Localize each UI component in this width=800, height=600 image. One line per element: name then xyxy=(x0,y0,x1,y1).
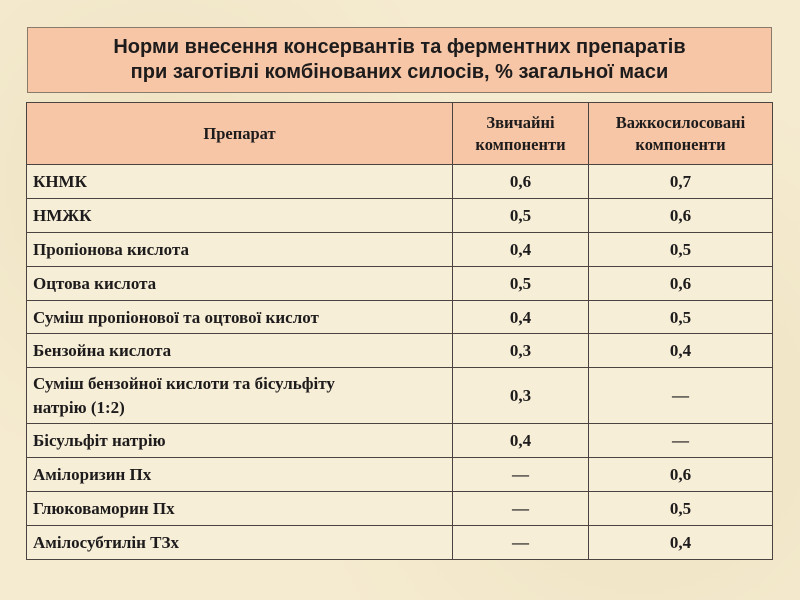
cell-normal: 0,3 xyxy=(453,334,589,368)
cell-preparation: КНМК xyxy=(27,165,453,199)
cell-hard: 0,7 xyxy=(589,165,773,199)
cell-normal: 0,4 xyxy=(453,300,589,334)
cell-normal: 0,5 xyxy=(453,198,589,232)
preparations-table xyxy=(26,102,773,560)
table-row xyxy=(27,458,773,492)
header-hard-line2: компоненти xyxy=(635,134,726,154)
cell-preparation: Бензойна кислота xyxy=(27,334,453,368)
table-row xyxy=(27,198,773,232)
table-row xyxy=(27,492,773,526)
table-row xyxy=(27,368,773,424)
cell-normal: 0,5 xyxy=(453,266,589,300)
cell-preparation: Глюковаморин Пх xyxy=(27,492,453,526)
cell-preparation: Пропіонова кислота xyxy=(27,232,453,266)
cell-hard: 0,5 xyxy=(589,300,773,334)
table-row xyxy=(27,232,773,266)
cell-preparation: Бісульфіт натрію xyxy=(27,424,453,458)
table-row xyxy=(27,526,773,560)
cell-preparation: Амілосубтилін ТЗх xyxy=(27,526,453,560)
cell-preparation: Амілоризин Пх xyxy=(27,458,453,492)
cell-preparation: НМЖК xyxy=(27,198,453,232)
cell-preparation-line2: натрію (1:2) xyxy=(33,397,125,417)
cell-hard: 0,4 xyxy=(589,334,773,368)
cell-hard: 0,6 xyxy=(589,458,773,492)
cell-hard: 0,6 xyxy=(589,198,773,232)
table-row xyxy=(27,334,773,368)
cell-normal: 0,4 xyxy=(453,232,589,266)
header-preparation xyxy=(27,103,453,165)
title-line-1: Норми внесення консервантів та ферментних препаратів xyxy=(113,36,686,58)
cell-preparation: Оцтова кислота xyxy=(27,266,453,300)
cell-hard: — xyxy=(589,424,773,458)
table-row xyxy=(27,266,773,300)
cell-hard: 0,5 xyxy=(589,232,773,266)
slide-title xyxy=(27,27,772,93)
header-normal-line2: компоненти xyxy=(475,134,566,154)
table-container xyxy=(26,102,772,560)
cell-normal: — xyxy=(453,526,589,560)
table-row xyxy=(27,424,773,458)
cell-hard: 0,5 xyxy=(589,492,773,526)
header-hard-line1: Важкосилосовані xyxy=(615,112,746,132)
cell-preparation xyxy=(27,368,453,424)
header-normal-line1: Звичайні xyxy=(486,112,555,132)
cell-hard: 0,6 xyxy=(589,266,773,300)
cell-normal: — xyxy=(453,458,589,492)
title-line-2: при заготівлі комбінованих силосів, % загальної маси xyxy=(130,61,669,83)
cell-normal: — xyxy=(453,492,589,526)
cell-normal: 0,6 xyxy=(453,165,589,199)
cell-normal: 0,4 xyxy=(453,424,589,458)
table-header-row xyxy=(27,103,773,165)
table-row xyxy=(27,300,773,334)
cell-normal: 0,3 xyxy=(453,368,589,424)
header-preparation-label: Препарат xyxy=(203,123,276,143)
header-hard-components xyxy=(589,103,773,165)
cell-hard: 0,4 xyxy=(589,526,773,560)
cell-hard: — xyxy=(589,368,773,424)
cell-preparation-line1: Суміш бензойної кислоти та бісульфіту xyxy=(33,373,335,393)
cell-preparation: Суміш пропіонової та оцтової кислот xyxy=(27,300,453,334)
header-normal-components xyxy=(453,103,589,165)
table-row xyxy=(27,165,773,199)
